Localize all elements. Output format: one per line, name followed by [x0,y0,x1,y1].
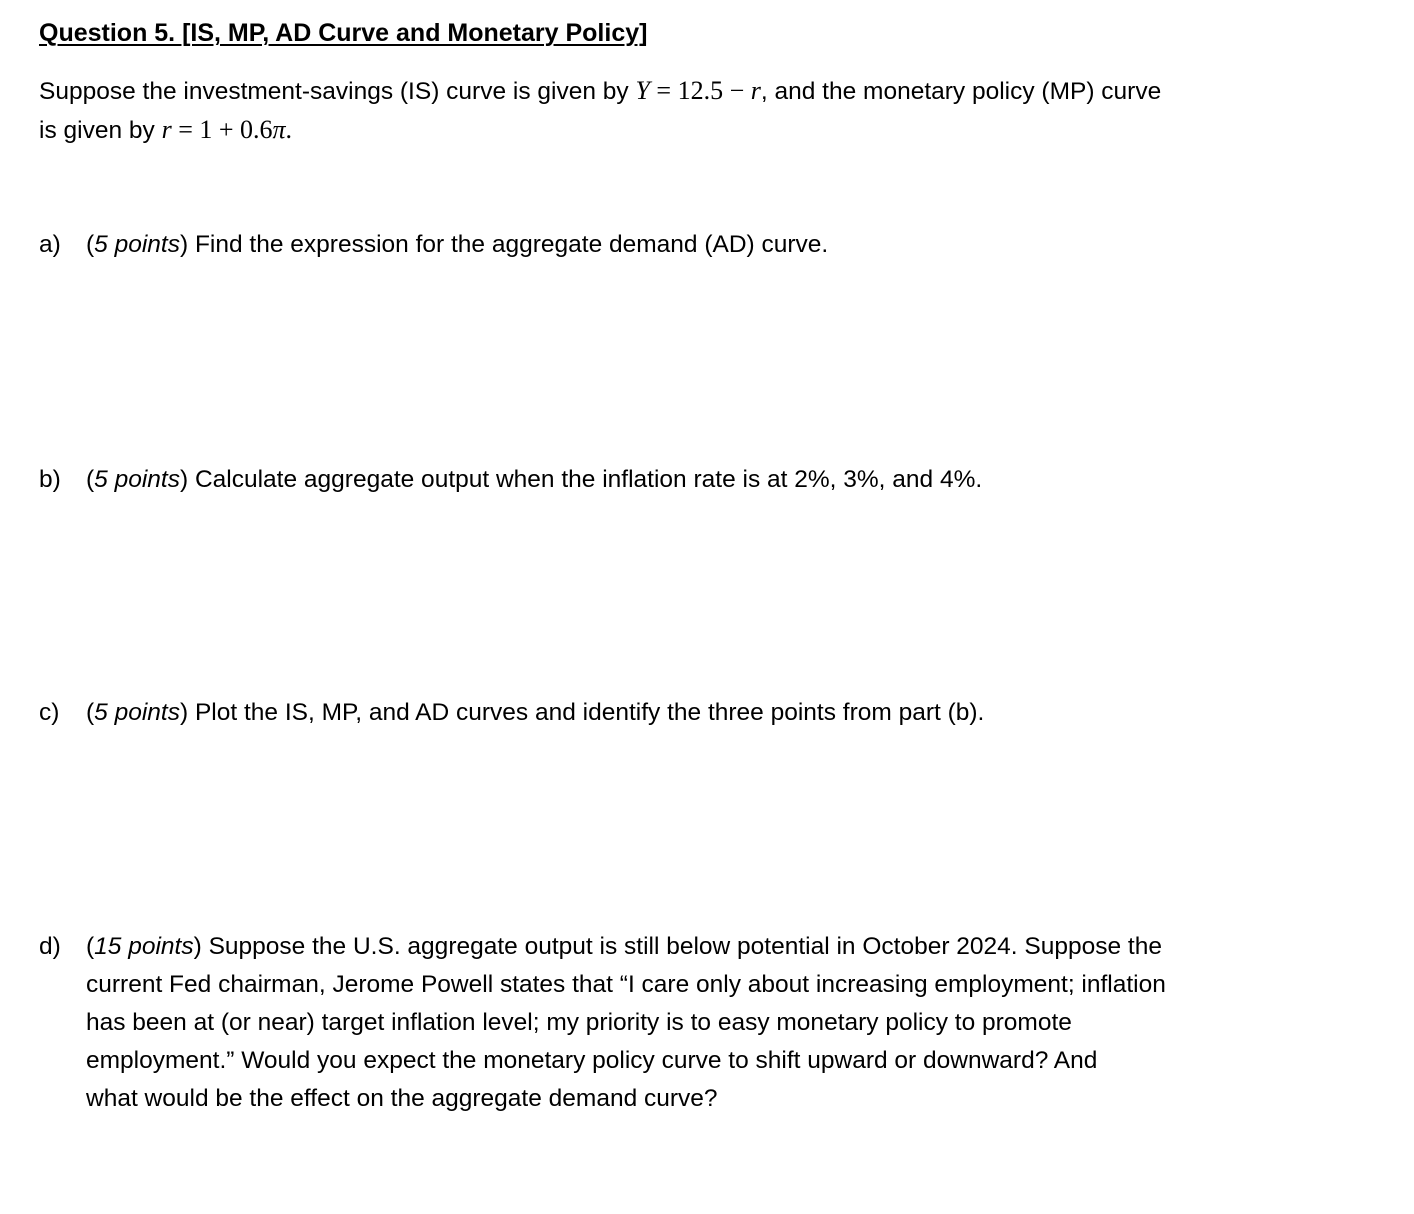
question-intro [39,72,1279,150]
points-label: 5 points [94,231,180,258]
mp-eq-var: π [272,115,286,144]
part-line: current Fed chairman, Jerome Powell states that “I care only about increasing employment; inflation [86,971,1166,998]
points-paren-close: ) [179,231,189,258]
points-label: 5 points [94,699,180,726]
part-text: Suppose the U.S. aggregate output is still below potential in October 2024. Suppose the [201,933,1162,960]
intro-text: , and the monetary policy (MP) curve [760,78,1162,105]
mp-eq-rhs: = 1 + 0.6 [171,115,273,144]
is-eq-lhs: Y [635,76,650,105]
part-line [86,226,1296,264]
points-paren-open: ( [86,699,95,726]
part-letter: a) [39,231,61,258]
intro-text: Suppose the investment-savings (IS) curve is given by [39,78,636,105]
intro-text: is given by [39,117,162,144]
is-eq-var: r [750,76,761,105]
part-body [86,461,1296,499]
points-paren-close: ) [193,933,202,960]
mp-eq-period: . [285,115,293,144]
part-letter: d) [39,933,61,960]
part-line: has been at (or near) target inflation level; my priority is to easy monetary policy to promote [86,1009,1072,1036]
part-line [86,928,1296,966]
part-text: Calculate aggregate output when the inflation rate is at 2%, 3%, and 4%. [188,466,983,493]
part-line: employment.” Would you expect the monetary policy curve to shift upward or downward? And [86,1047,1098,1074]
question-title: Question 5. [IS, MP, AD Curve and Monetary Policy] [39,19,648,47]
points-paren-open: ( [86,466,95,493]
points-label: 15 points [94,933,194,960]
part-letter: c) [39,699,60,726]
part-text: Plot the IS, MP, and AD curves and identify the three points from part (b). [188,699,985,726]
part-body [86,928,1296,1118]
part-line [86,461,1296,499]
part-body [86,226,1296,264]
part-letter: b) [39,466,61,493]
part-text: Find the expression for the aggregate demand (AD) curve. [188,231,829,258]
is-eq-rhs: = 12.5 − [649,76,751,105]
part-line: what would be the effect on the aggregate demand curve? [86,1085,718,1112]
points-paren-close: ) [179,699,189,726]
part-body [86,694,1296,732]
points-label: 5 points [94,466,180,493]
mp-eq-lhs: r [161,115,172,144]
points-paren-open: ( [86,933,95,960]
part-line [86,694,1296,732]
is-equation [635,76,760,105]
points-paren-close: ) [179,466,189,493]
points-paren-open: ( [86,231,95,258]
mp-equation [162,115,292,144]
intro-line-2 [39,111,1279,150]
intro-line-1 [39,72,1279,111]
